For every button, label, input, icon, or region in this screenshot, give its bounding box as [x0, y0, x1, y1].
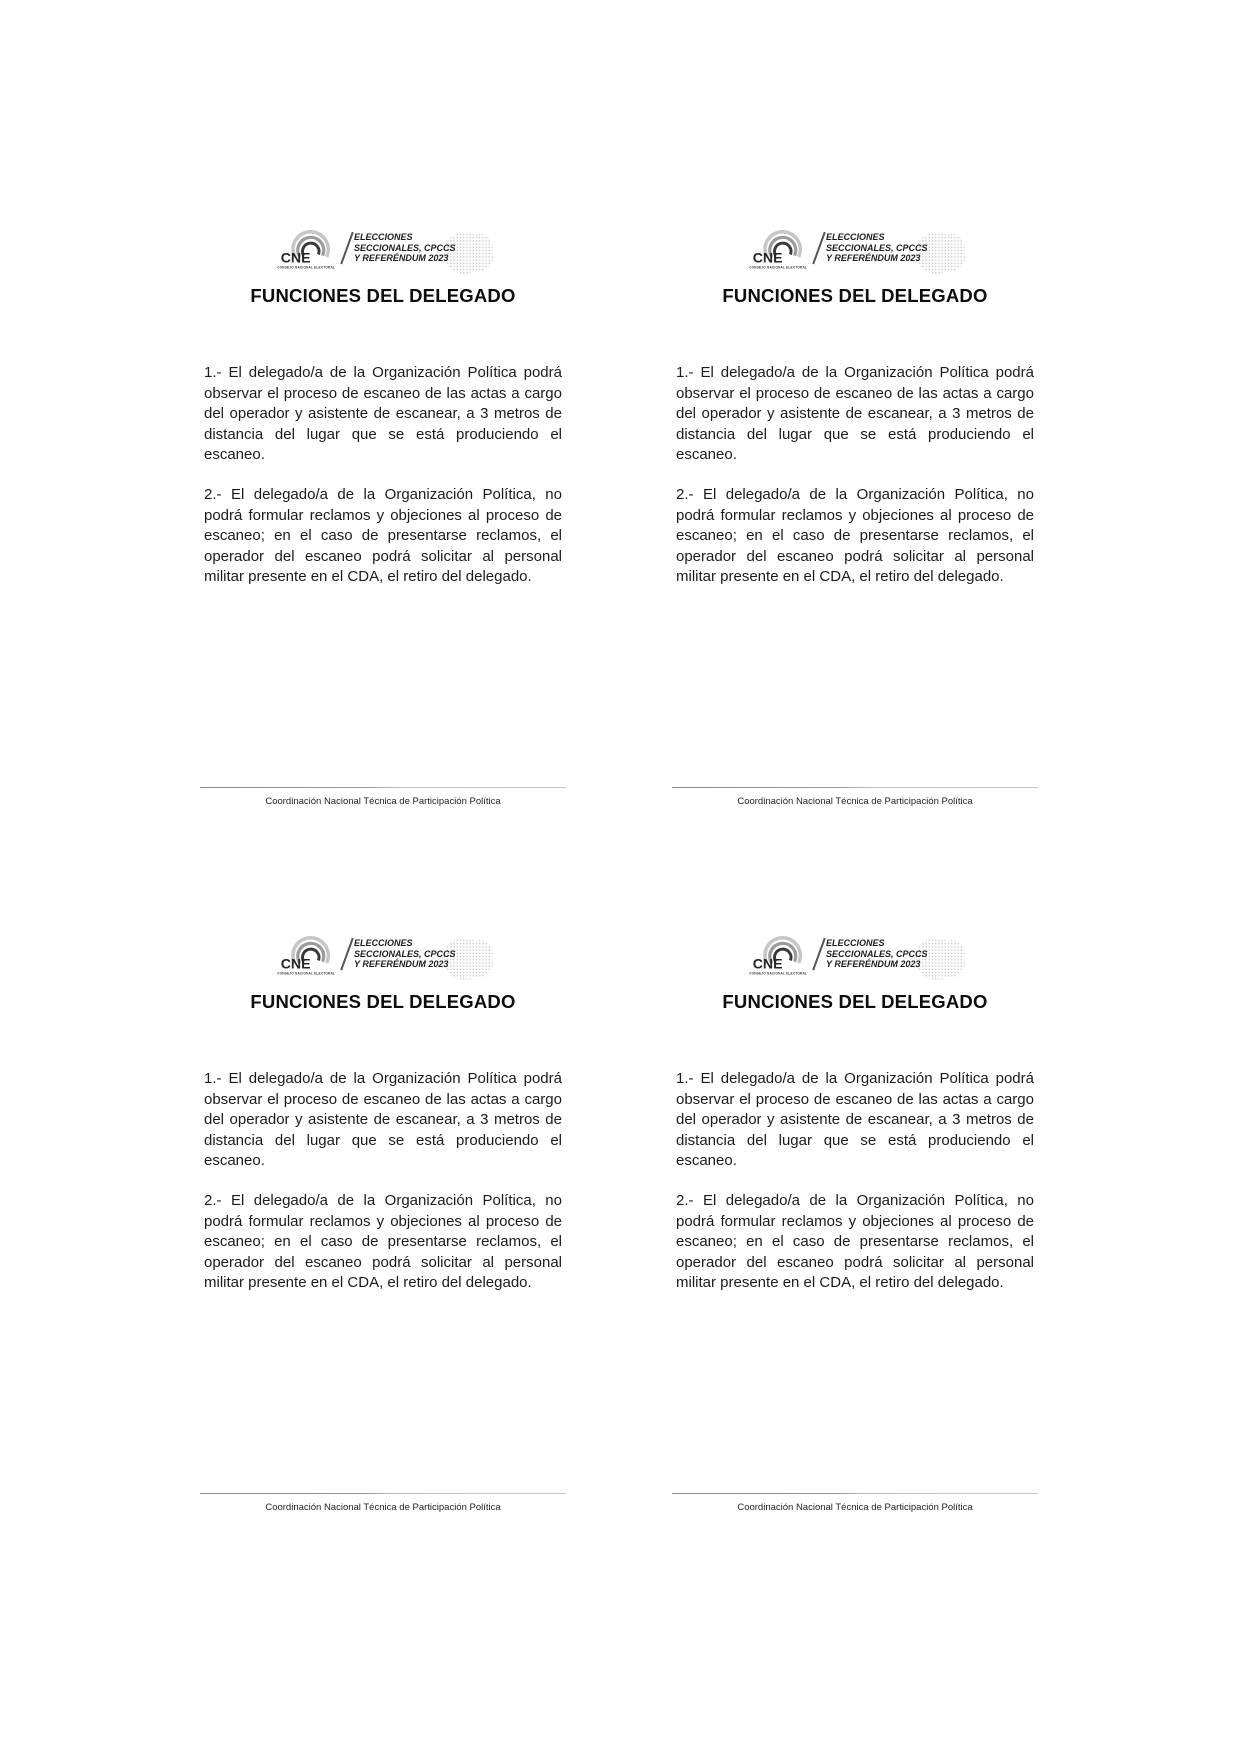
election-banner	[354, 232, 490, 265]
cne-acronym: CNE	[281, 249, 312, 266]
card-title: FUNCIONES DEL DELEGADO	[722, 285, 988, 306]
paragraph-1: 1.- El delegado/a de la Organización Política podrá observar el proceso de escaneo de las actas a cargo del operador y asistente de escanear, a 3 metros de distancia del lugar que se está produciendo el escaneo.	[676, 364, 1034, 464]
flyer-card	[204, 224, 562, 824]
election-line-1: ELECCIONES	[825, 231, 885, 242]
cne-arcs-icon	[748, 932, 814, 976]
cne-arcs-icon	[276, 932, 342, 976]
paragraph-2: 2.- El delegado/a de la Organización Política, no podrá formular reclamos y objeciones al proceso de escaneo; en el caso de presentarse reclamos, el operador del escaneo podrá solicitar al personal militar presente en el CDA, el retiro del delegado.	[676, 485, 1034, 586]
election-line-1: ELECCIONES	[825, 937, 885, 948]
org-name: CONSEJO NACIONAL ELECTORAL	[277, 971, 336, 976]
card-body	[204, 1069, 562, 1294]
card-title: FUNCIONES DEL DELEGADO	[250, 991, 516, 1012]
election-line-3: Y REFERÉNDUM 2023	[825, 959, 921, 970]
cne-logo	[204, 226, 562, 270]
election-line-3: Y REFERÉNDUM 2023	[353, 253, 449, 264]
cne-acronym: CNE	[753, 249, 784, 266]
footer-text: Coordinación Nacional Técnica de Participación Política	[737, 796, 973, 807]
election-line-2: SECCIONALES, CPCCS	[353, 948, 456, 959]
election-banner	[826, 938, 962, 971]
election-line-1: ELECCIONES	[353, 231, 413, 242]
cne-logo	[676, 226, 1034, 270]
cne-logo	[676, 932, 1034, 976]
paragraph-2: 2.- El delegado/a de la Organización Política, no podrá formular reclamos y objeciones al proceso de escaneo; en el caso de presentarse reclamos, el operador del escaneo podrá solicitar al personal militar presente en el CDA, el retiro del delegado.	[204, 485, 562, 586]
slash-divider	[341, 232, 354, 264]
flyer-card	[676, 930, 1034, 1530]
cne-arcs-icon	[748, 226, 814, 270]
flyer-card	[204, 930, 562, 1530]
election-line-2: SECCIONALES, CPCCS	[353, 242, 456, 253]
card-body	[204, 363, 562, 588]
election-line-3: Y REFERÉNDUM 2023	[353, 959, 449, 970]
paragraph-2: 2.- El delegado/a de la Organización Política, no podrá formular reclamos y objeciones al proceso de escaneo; en el caso de presentarse reclamos, el operador del escaneo podrá solicitar al personal militar presente en el CDA, el retiro del delegado.	[204, 1191, 562, 1292]
paragraph-1: 1.- El delegado/a de la Organización Política podrá observar el proceso de escaneo de las actas a cargo del operador y asistente de escanear, a 3 metros de distancia del lugar que se está produciendo el escaneo.	[676, 1070, 1034, 1170]
slash-divider	[813, 938, 826, 970]
slash-divider	[341, 938, 354, 970]
election-banner	[826, 232, 962, 265]
cne-acronym: CNE	[281, 955, 312, 972]
footer-text: Coordinación Nacional Técnica de Participación Política	[265, 796, 501, 807]
card-body	[676, 1069, 1034, 1294]
card-title: FUNCIONES DEL DELEGADO	[250, 285, 516, 306]
footer-divider	[672, 1493, 1038, 1494]
footer-text: Coordinación Nacional Técnica de Participación Política	[265, 1502, 501, 1513]
election-line-2: SECCIONALES, CPCCS	[825, 948, 928, 959]
flyer-card	[676, 224, 1034, 824]
org-name: CONSEJO NACIONAL ELECTORAL	[749, 265, 808, 270]
cne-acronym: CNE	[753, 955, 784, 972]
footer-divider	[200, 1493, 566, 1494]
cne-logo	[204, 932, 562, 976]
cne-arcs-icon	[276, 226, 342, 270]
paragraph-1: 1.- El delegado/a de la Organización Política podrá observar el proceso de escaneo de las actas a cargo del operador y asistente de escanear, a 3 metros de distancia del lugar que se está produciendo el escaneo.	[204, 364, 562, 464]
election-banner	[354, 938, 490, 971]
paragraph-2: 2.- El delegado/a de la Organización Política, no podrá formular reclamos y objeciones al proceso de escaneo; en el caso de presentarse reclamos, el operador del escaneo podrá solicitar al personal militar presente en el CDA, el retiro del delegado.	[676, 1191, 1034, 1292]
election-line-3: Y REFERÉNDUM 2023	[825, 253, 921, 264]
slash-divider	[813, 232, 826, 264]
org-name: CONSEJO NACIONAL ELECTORAL	[749, 971, 808, 976]
election-line-2: SECCIONALES, CPCCS	[825, 242, 928, 253]
card-body	[676, 363, 1034, 588]
election-line-1: ELECCIONES	[353, 937, 413, 948]
paragraph-1: 1.- El delegado/a de la Organización Política podrá observar el proceso de escaneo de las actas a cargo del operador y asistente de escanear, a 3 metros de distancia del lugar que se está produciendo el escaneo.	[204, 1070, 562, 1170]
footer-text: Coordinación Nacional Técnica de Participación Política	[737, 1502, 973, 1513]
footer-divider	[200, 787, 566, 788]
card-title: FUNCIONES DEL DELEGADO	[722, 991, 988, 1012]
footer-divider	[672, 787, 1038, 788]
org-name: CONSEJO NACIONAL ELECTORAL	[277, 265, 336, 270]
